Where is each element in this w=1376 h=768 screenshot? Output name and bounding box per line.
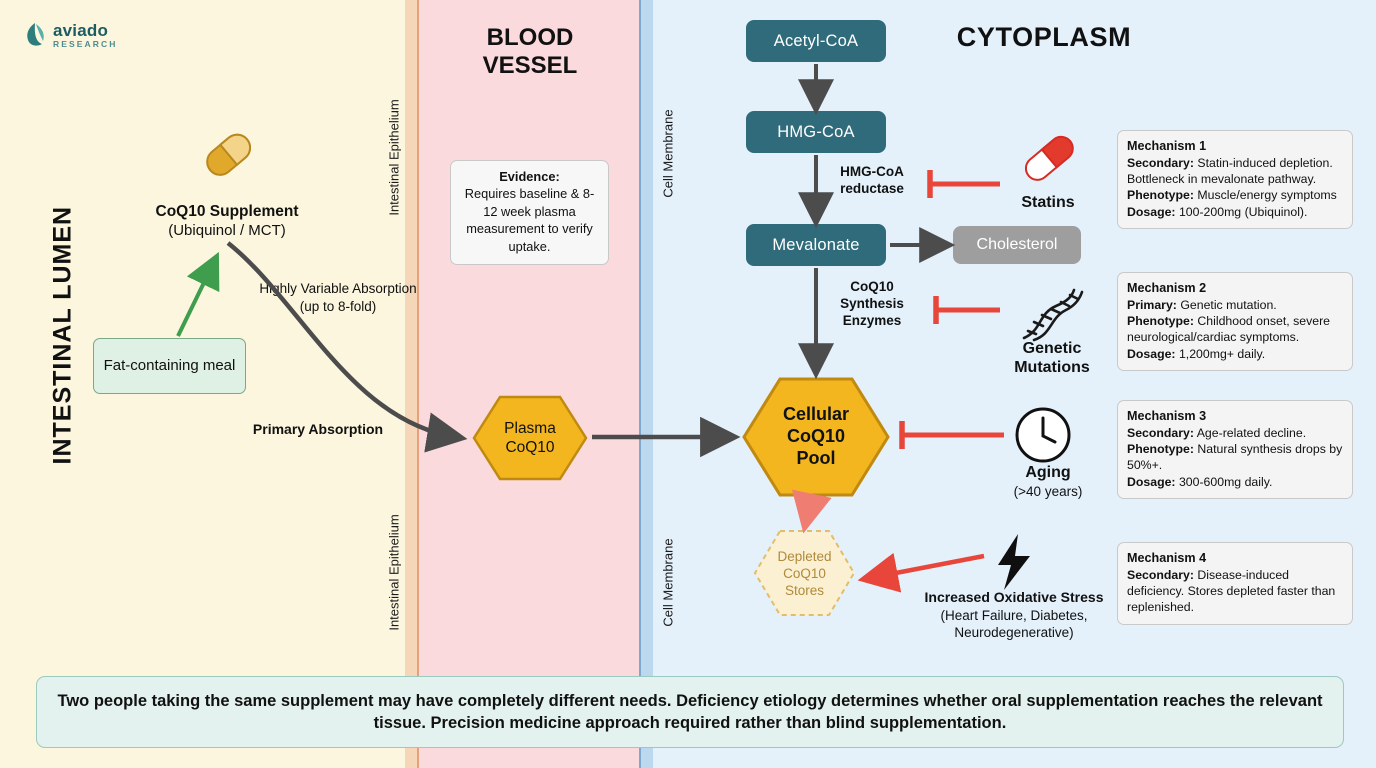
node-fat-containing-meal: [93, 338, 246, 394]
clock-icon: [1014, 406, 1072, 469]
node-depleted-coq10-stores: [752, 528, 857, 618]
logo-name: aviado: [53, 21, 109, 40]
label-genetic-mutations: Genetic Mutations: [1014, 340, 1090, 377]
label-hmg-coa-reductase: HMG-CoA reductase: [840, 164, 904, 196]
label-aging-sub: (>40 years): [1013, 484, 1083, 500]
node-hmg-coa: [746, 111, 886, 153]
label-aging: Aging (>40 years): [1013, 464, 1083, 500]
mechanism-1-line-1: Secondary: Statin-induced depletion. Bottleneck in mevalonate pathway.: [1127, 155, 1333, 187]
title-blood-vessel: BLOOD VESSEL: [482, 24, 578, 79]
mechanism-2-line-2: Phenotype: Childhood onset, severe neurological/cardiac symptoms.: [1127, 314, 1331, 345]
label-epithelium-upper: Intestinal Epithelium: [386, 99, 402, 216]
label-statins: Statins: [1021, 194, 1075, 211]
mechanism-2-line-3: Dosage: 1,200mg+ daily.: [1127, 346, 1266, 361]
zone-blood-vessel: [417, 0, 641, 768]
label-mevalonate: Mevalonate: [772, 235, 860, 254]
label-cell-membrane-upper: Cell Membrane: [660, 109, 676, 198]
summary-banner: [36, 676, 1344, 748]
card-mechanism-4: [1117, 542, 1353, 625]
divider-blood-cytoplasm: [639, 0, 641, 768]
mechanism-4-line-1: Secondary: Disease-induced deficiency. Stores depleted faster than replenished.: [1127, 567, 1336, 615]
label-epithelium-lower: Intestinal Epithelium: [386, 514, 402, 631]
mechanism-2-title: Mechanism 2: [1127, 281, 1207, 295]
label-hmg-coa: HMG-CoA: [777, 122, 855, 141]
label-supplement-subtitle: (Ubiquinol / MCT): [168, 222, 286, 239]
summary-banner-text: Two people taking the same supplement may have completely different needs. Deficiency etiology determines whether oral supplementation reaches the relevant tissue. Precision medicine approach required rather than blind supplementation.: [57, 691, 1323, 732]
card-mechanism-3: [1117, 400, 1353, 499]
node-cholesterol: [953, 226, 1081, 264]
node-cellular-coq10-pool: [740, 375, 892, 499]
label-intestinal-lumen: INTESTINAL LUMEN: [48, 205, 77, 465]
title-cytoplasm: CYTOPLASM: [956, 22, 1132, 52]
mechanism-3-line-3: Dosage: 300-600mg daily.: [1127, 474, 1273, 489]
capsule-icon: [196, 122, 260, 186]
label-depleted-coq10-stores: Depleted CoQ10 Stores: [777, 548, 832, 598]
divider-lumen-blood: [417, 0, 419, 768]
node-plasma-coq10: [470, 393, 590, 483]
zone-epithelium-right: [641, 0, 653, 768]
leaf-icon: [24, 22, 46, 48]
label-fat-containing-meal: Fat-containing meal: [103, 356, 236, 374]
mechanism-4-title: Mechanism 4: [1127, 551, 1207, 565]
label-plasma-coq10: Plasma CoQ10: [504, 419, 556, 456]
mechanism-3-line-2: Phenotype: Natural synthesis drops by 50%+.: [1127, 442, 1343, 473]
label-cell-membrane-lower: Cell Membrane: [660, 538, 676, 627]
card-mechanism-1: [1117, 130, 1353, 229]
label-cholesterol: Cholesterol: [976, 236, 1058, 253]
label-variable-absorption: Highly Variable Absorption (up to 8-fold): [259, 281, 417, 315]
logo-subtitle: RESEARCH: [53, 38, 118, 49]
mechanism-1-title: Mechanism 1: [1127, 139, 1207, 153]
label-cellular-coq10-pool: Cellular CoQ10 Pool: [782, 404, 850, 468]
mechanism-2-line-1: Primary: Genetic mutation.: [1127, 297, 1277, 312]
label-oxidative-title: Increased Oxidative Stress: [924, 589, 1104, 605]
card-mechanism-2: [1117, 272, 1353, 371]
mechanism-1-line-2: Phenotype: Muscle/energy symptoms: [1127, 188, 1337, 203]
label-supplement-title: CoQ10 Supplement: [155, 203, 299, 220]
zone-epithelium-left: [405, 0, 417, 768]
label-primary-absorption: Primary Absorption: [252, 421, 384, 437]
label-coq10-synthesis-enzymes: CoQ10 Synthesis Enzymes: [840, 279, 904, 328]
statin-pill-icon: [1016, 130, 1082, 191]
node-acetyl-coa: [746, 20, 886, 62]
mechanism-3-title: Mechanism 3: [1127, 409, 1207, 423]
brand-logo: [24, 22, 118, 49]
label-evidence-body: Requires baseline & 8-12 week plasma measurement to verify uptake.: [464, 186, 595, 254]
card-evidence: [450, 160, 609, 265]
label-oxidative-sub: (Heart Failure, Diabetes, Neurodegenerative): [940, 607, 1088, 641]
label-evidence-title: Evidence:: [499, 169, 560, 184]
label-oxidative-stress: [910, 588, 1118, 642]
mechanism-1-line-3: Dosage: 100-200mg (Ubiquinol).: [1127, 204, 1308, 219]
mechanism-3-line-1: Secondary: Age-related decline.: [1127, 425, 1307, 440]
node-mevalonate: [746, 224, 886, 266]
label-acetyl-coa: Acetyl-CoA: [773, 31, 859, 50]
